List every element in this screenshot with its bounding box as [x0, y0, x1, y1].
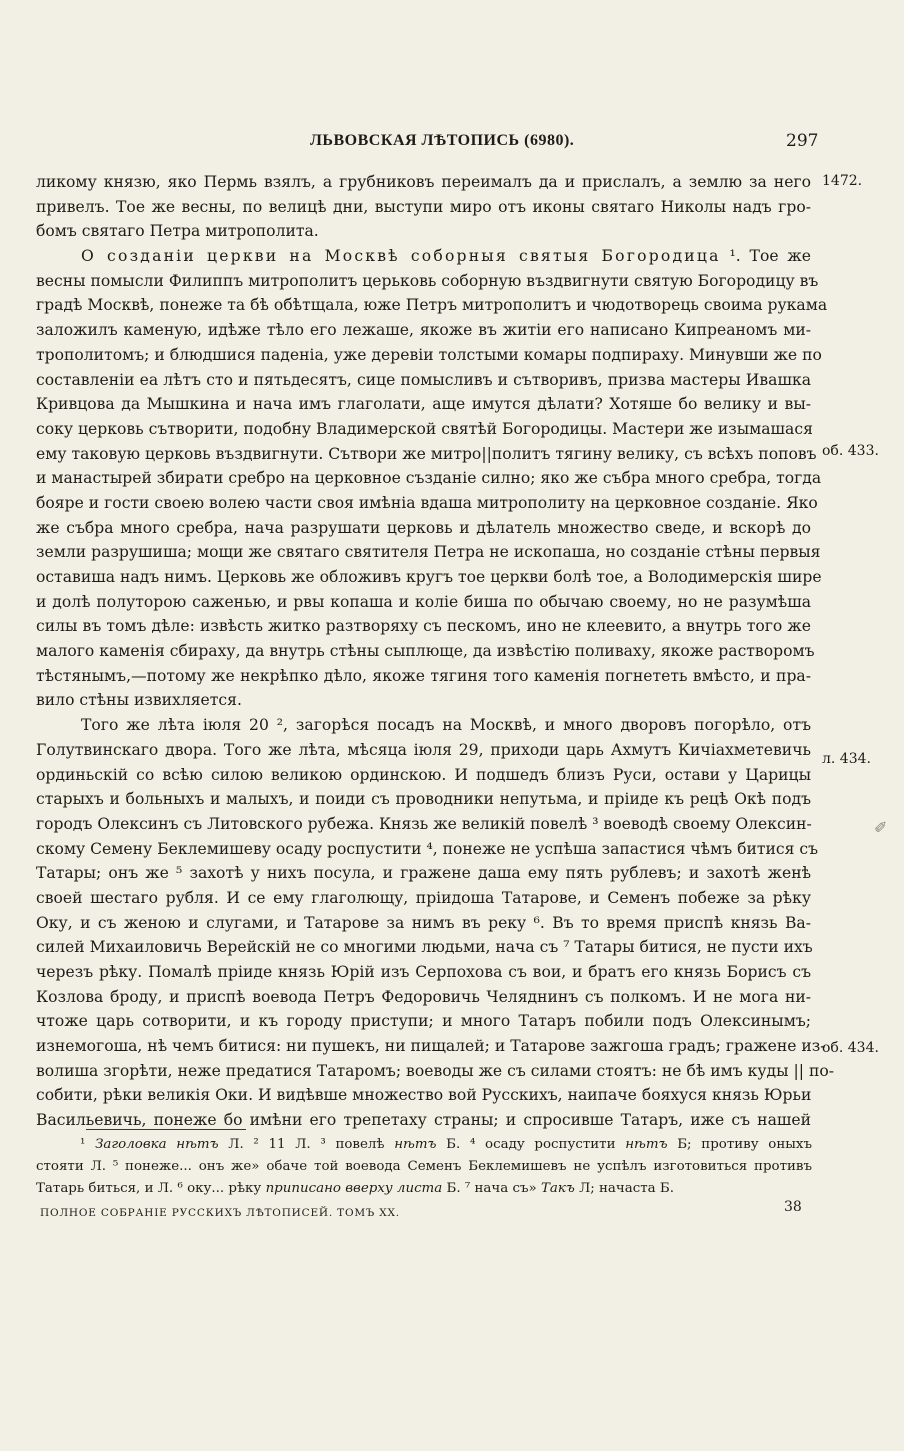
text-line: ему таковую церковь въздвигнути. Сътвори же митро||политъ тягину велику, съ всѣхъ поповъ	[36, 444, 817, 463]
footnote-italic: нѣтъ	[625, 1137, 668, 1152]
text-line: оставиша надъ нимъ. Церковь же обложивъ кругъ тое церкви болѣ тое, а Володимерскія шире	[36, 568, 822, 586]
text-line: и долѣ полуторою саженью, и рвы копаша и коліе биша по обычаю своему, но не разумѣша	[36, 592, 811, 611]
text-line: силей Михаиловичь Верейскій не со многими людьми, нача съ ⁷ Татары битися, не пусти ихъ	[36, 938, 813, 957]
text-line: вило стѣны извихляется.	[36, 691, 242, 710]
text-line: скому Семену Беклемишеву осаду роспустити ⁴, понеже не успѣша запастися чѣмъ битися съ	[36, 839, 819, 858]
text-line: волиша згорѣти, неже предатися Татаромъ; воеводы же съ силами стоятъ: не бѣ имъ куды || по-	[36, 1061, 835, 1080]
text-line: заложилъ каменую, идѣже тѣло его лежаше, якоже въ житіи его написано Кипреаномъ ми-	[36, 321, 811, 340]
text-line: ординьскій со всѣю силою великою ординскою. И подшедъ близъ Руси, остави у Царицы	[36, 765, 811, 784]
footnote-text: стояти Л. ⁵ понеже... онъ же» обаче той воевода Семенъ Беклемишевъ не успѣлъ изготовиться противъ	[36, 1159, 812, 1174]
text-line: силы въ томъ дѣле: извѣсть житко разтворяху съ пескомъ, ино не клеевито, а внутрь того же	[36, 617, 811, 636]
text-line: Оку, и съ женою и слугами, и Татарове за нимъ въ реку ⁶. Въ то время приспѣ князь Ва-	[36, 913, 811, 932]
text-line: своей шестаго рубля. И се ему глаголющу, пріидоша Татарове, и Семенъ побеже за рѣку	[36, 888, 811, 907]
footnote-line	[36, 1134, 812, 1156]
page-number: 297	[786, 131, 819, 151]
footnote-text: ¹	[80, 1137, 96, 1152]
text-line: бомъ святаго Петра митрополита.	[36, 222, 319, 241]
footnote-italic: приписано вверху листа	[265, 1181, 443, 1196]
footnote-text: Б; противу оныхъ	[667, 1137, 812, 1152]
text-line: Голутвинскаго двора. Того же лѣта, мѣсяца іюля 29, приходи царь Ахмутъ Кичіахметевичь	[36, 740, 811, 759]
text-line: Того же лѣта іюля 20 ², загорѣся посадъ на Москвѣ, и много дворовъ погорѣло, отъ	[81, 716, 811, 735]
text-line: соку церковь сътворити, подобну Владимерской святѣй Богородицы. Мастери же изымашася	[36, 419, 813, 438]
footnote-mark: ¹	[720, 247, 736, 266]
text-line: же събра много сребра, нача разрушати церковь и дѣлатель множество сведе, и вскорѣ до	[36, 518, 811, 537]
text-line: малого каменія сбираху, да внутрь стѣны сыплюще, да извѣстію поливаху, якоже растворомъ	[36, 642, 815, 661]
text-line: городъ Олексинъ съ Литовского рубежа. Князь же великій повелѣ ³ воеводѣ своему Олексин-	[36, 814, 812, 833]
running-header	[0, 132, 904, 158]
text-line: чтоже царь сотворити, и къ городу приступи; и много Татаръ побили подъ Олексинымъ;	[36, 1012, 811, 1031]
running-title: ЛЬВОВСКАЯ ЛѢТОПИСЬ (6980).	[310, 132, 575, 149]
text-line: составленіи еа лѣтъ сто и пятьдесятъ, сице помысливъ и сътворивъ, призва мастеры Ивашка	[36, 370, 811, 389]
text-line: изнемогоша, нѣ чемъ битися: ни пушекъ, ни пищалей; и Татарове зажгоша градъ; гражене из-	[36, 1037, 826, 1056]
footnote-rule	[86, 1129, 246, 1130]
series-title: ПОЛНОЕ СОБРАНІЕ РУССКИХЪ ЛѢТОПИСЕЙ. ТОМЪ XX.	[40, 1207, 400, 1219]
pencil-mark-icon: ✐	[874, 818, 888, 837]
text-line: тѣстянымъ,—потому же некрѣпко дѣло, якоже тягиня того каменія погнететь вмѣсто, и пра-	[36, 666, 811, 685]
margin-note-folio: об. 433.	[822, 443, 879, 459]
text-line: Васильевичь, понеже бо имѣни его трепетаху страны; и спросивше Татаръ, иже съ нашей	[36, 1111, 811, 1130]
text-line: старыхъ и больныхъ и малыхъ, и поиди съ проводники непутьма, и пріиде къ рецѣ Окѣ подъ	[36, 790, 811, 809]
footnote-text: Б. ⁷ нача съ»	[442, 1181, 541, 1196]
text-line: градѣ Москвѣ, понеже та бѣ обѣтщала, юже Петръ митрополитъ и чюдотворець своима рукама	[36, 296, 828, 315]
text-line: черезъ рѣку. Помалѣ пріиде князь Юрій изъ Серпохова съ вои, и братъ его князь Борисъ съ	[36, 963, 811, 981]
margin-note-year: 1472.	[822, 173, 863, 189]
main-text	[36, 170, 835, 1133]
text-line: бояре и гости своею волею части своя имѣніа вдаша митрополиту на церковное созданіе. Яко	[36, 493, 818, 512]
section-heading-line	[36, 244, 811, 269]
text-line: Козлова броду, и приспѣ воевода Петръ Федоровичь Челяднинъ съ полкомъ. И не мога ни-	[36, 987, 811, 1006]
footnote-text: Б. ⁴ осаду роспустити	[436, 1137, 626, 1152]
text-line: земли разрушиша; мощи же святаго святителя Петра не ископаша, но созданіе стѣны первыя	[36, 543, 821, 562]
signature-number: 38	[784, 1199, 802, 1215]
margin-note-folio: об. 434.	[822, 1040, 879, 1056]
text-line: Татары; онъ же ⁵ захотѣ у нихъ посула, и гражене даша ему пять рублевъ; и захотѣ женѣ	[36, 864, 811, 883]
footnote-line	[36, 1156, 812, 1178]
footnote-text: Татарь биться, и Л. ⁶ оку... рѣку	[36, 1181, 266, 1196]
text-line: и манастырей збирати сребро на церковное създаніе силно; яко же събра много сребра, тогда	[36, 469, 822, 488]
text-line: Кривцова да Мышкина и нача имъ глаголати, аще имутся дѣлати? Хотяше бо велику и вы-	[36, 395, 811, 414]
footnote-line	[36, 1178, 812, 1200]
footnote-italic: Заголовка нѣтъ	[95, 1137, 219, 1152]
text-line: собити, рѣки великія Оки. И видѣвше множество вой Русскихъ, наипаче бояхуся князь Юрьи	[36, 1086, 812, 1105]
footnote-italic: Такъ	[540, 1181, 575, 1196]
text-line: привелъ. Тое же весны, по велицѣ дни, выступи миро отъ иконы святаго Николы надъ гро-	[36, 197, 811, 216]
text-line: весны помысли Филиппъ митрополитъ церьковь соборную въздвигнути святую Богородицу въ	[36, 271, 819, 290]
text-line: ликому князю, яко Пермь взялъ, а грубниковъ переималъ да и прислалъ, а землю за него	[36, 173, 811, 191]
section-heading: О созданіи церкви на Москвѣ соборныя святыя Богородица	[81, 247, 721, 266]
footnote-text: Л; начаста Б.	[574, 1181, 674, 1196]
margin-note-folio: л. 434.	[822, 751, 871, 767]
text-line: трополитомъ; и блюдшися паденіа, уже деревіи толстыми комары подпираху. Минувши же по	[36, 345, 822, 364]
section-heading-rest: . Тое же	[735, 247, 811, 266]
footnote-italic: нѣтъ	[394, 1137, 437, 1152]
footnote-text: Л. ² 11 Л. ³ повелѣ	[218, 1137, 395, 1152]
